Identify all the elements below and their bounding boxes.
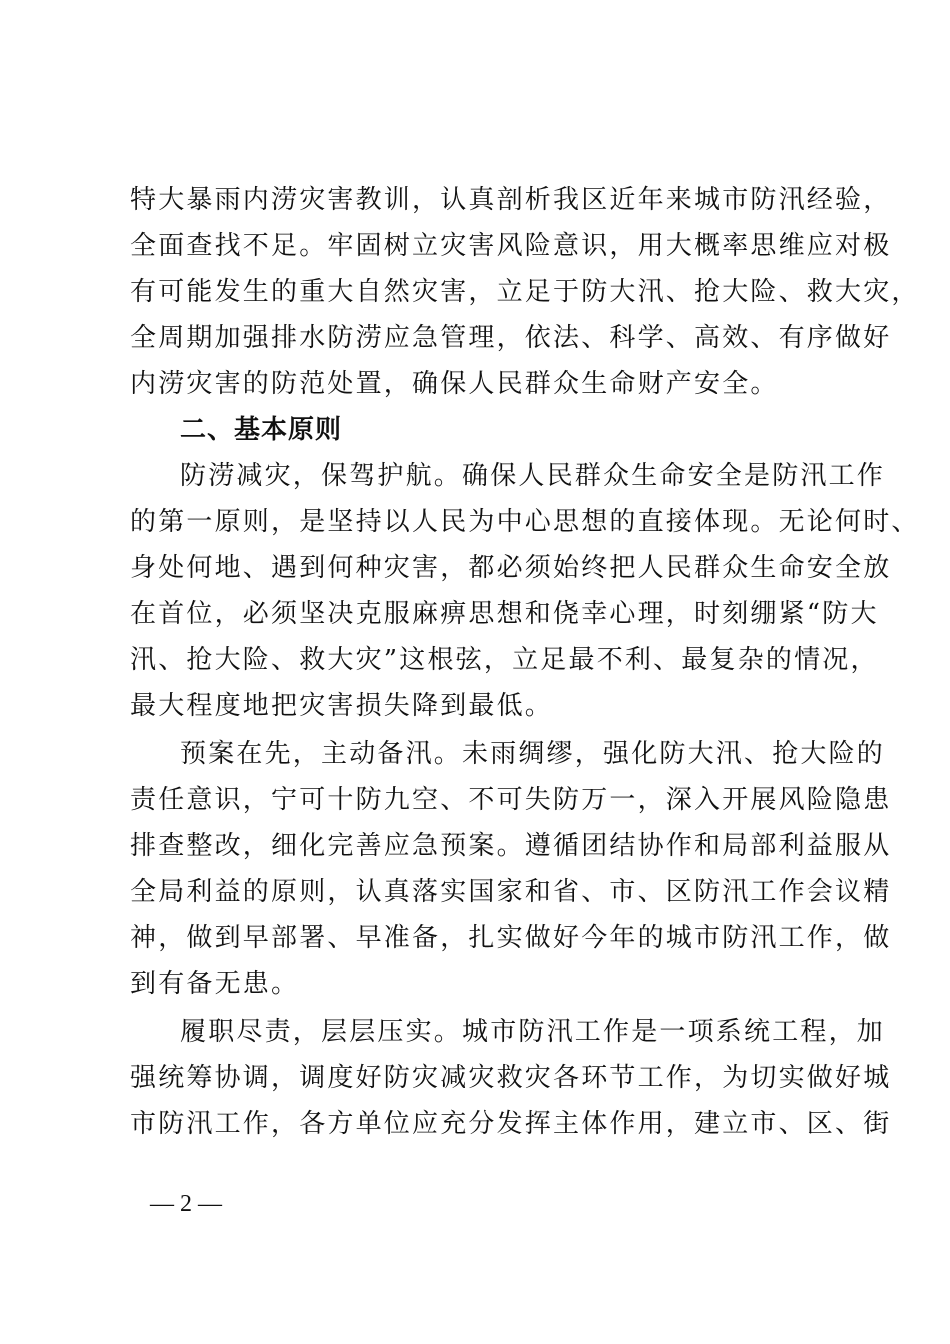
text-line: 履职尽责，层层压实。城市防汛工作是一项系统工程，加 — [180, 1017, 886, 1047]
text-line: 神，做到早部署、早准备，扎实做好今年的城市防汛工作，做 — [130, 923, 892, 953]
section-heading: 二、基本原则 — [180, 415, 343, 445]
text-line: 全周期加强排水防涝应急管理，依法、科学、高效、有序做好 — [130, 323, 892, 353]
text-line: 内涝灾害的防范处置，确保人民群众生命财产安全。 — [130, 369, 779, 399]
text-line: 身处何地、遇到何种灾害，都必须始终把人民群众生命安全放 — [130, 553, 892, 583]
text-line: 有可能发生的重大自然灾害，立足于防大汛、抢大险、救大灾， — [130, 277, 920, 307]
text-line: 排查整改，细化完善应急预案。遵循团结协作和局部利益服从 — [130, 831, 892, 861]
text-line: 市防汛工作，各方单位应充分发挥主体作用，建立市、区、街 — [130, 1109, 892, 1139]
text-line: 预案在先，主动备汛。未雨绸缪，强化防大汛、抢大险的 — [180, 739, 886, 769]
text-line: 防涝减灾，保驾护航。确保人民群众生命安全是防汛工作 — [180, 461, 886, 491]
text-line: 特大暴雨内涝灾害教训，认真剖析我区近年来城市防汛经验， — [130, 185, 892, 215]
text-line: 最大程度地把灾害损失降到最低。 — [130, 691, 554, 721]
text-line: 全面查找不足。牢固树立灾害风险意识，用大概率思维应对极 — [130, 231, 892, 261]
text-line: 的第一原则，是坚持以人民为中心思想的直接体现。无论何时、 — [130, 507, 920, 537]
text-line: 在首位，必须坚决克服麻痹思想和侥幸心理，时刻绷紧“防大 — [130, 599, 879, 629]
text-line: 责任意识，宁可十防九空、不可失防万一，深入开展风险隐患 — [130, 785, 892, 815]
text-line: 全局利益的原则，认真落实国家和省、市、区防汛工作会议精 — [130, 877, 892, 907]
text-line: 强统筹协调，调度好防灾减灾救灾各环节工作，为切实做好城 — [130, 1063, 892, 1093]
text-line: 汛、抢大险、救大灾”这根弦，立足最不利、最复杂的情况， — [130, 645, 879, 675]
text-line: 到有备无患。 — [130, 969, 300, 999]
page-number: — 2 — — [150, 1191, 222, 1217]
